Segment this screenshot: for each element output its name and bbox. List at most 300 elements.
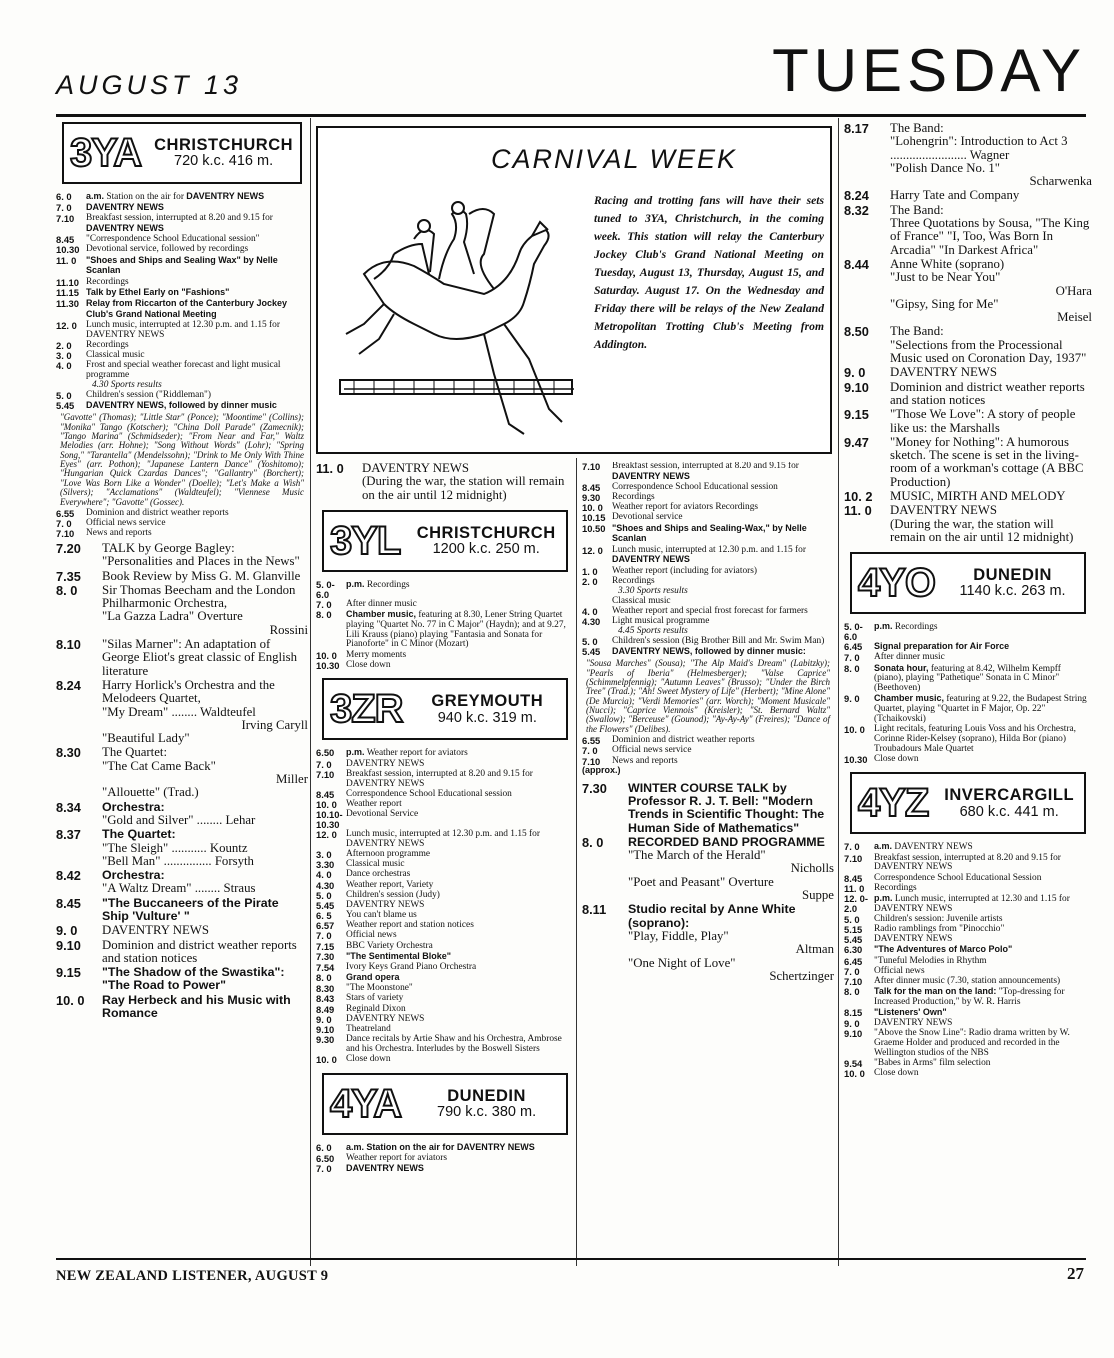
programme-time: 8.49 [316, 1003, 335, 1015]
programme-time: 8. 0 [582, 834, 604, 850]
station-city: DUNEDIN [447, 1086, 526, 1105]
programme-highlight: Grand opera [346, 972, 400, 983]
station-frequency: 1200 k.c. 250 m. [432, 540, 540, 557]
programme-time: 11.10 [56, 276, 79, 288]
programme-text [612, 647, 834, 658]
programme-time: 10.30 [316, 659, 340, 671]
programme-row [316, 973, 574, 984]
programme-text [890, 204, 1092, 257]
programme-time: 7. 0 [582, 745, 598, 757]
feature-text: Racing and trotting fans will have their sets tuned to 3YA, Christchurch, in the coming week. This station will relay the Canterbury Jockey Club's Grand National Meeting on Tuesday, August 13, Thursday, August 15, and Saturday. August 17. On the Wednesday and Friday there will be relays of the New Zealand Metropolitan Trotting Club's Meeting from Addington. [594, 194, 824, 351]
programme-time: 8.24 [844, 188, 869, 204]
programme-highlight: DAVENTRY NEWS [612, 554, 690, 565]
programme-time: 10. 0 [844, 723, 865, 735]
programme-text [874, 755, 1092, 765]
programme-row [316, 952, 574, 963]
programme-time: 10.10-10.30 [316, 809, 343, 830]
station-callsign: 4YZ [858, 781, 929, 826]
programme-row [582, 647, 834, 658]
carnival-week-feature [316, 126, 832, 454]
programme-text [346, 580, 574, 600]
programme-highlight: DAVENTRY NEWS [612, 470, 690, 481]
programme-text [874, 622, 1092, 642]
programme-title: "Silas Marner": An adaptation of George Eliot's great classic of English literature [102, 637, 298, 678]
programme-highlight: DAVENTRY NEWS, followed by dinner music: [612, 646, 806, 657]
programme-text [102, 869, 308, 896]
programme-time: 11. 0 [56, 254, 77, 266]
programme-title: Devotional service [612, 512, 683, 523]
programme-time: 4.30 [582, 616, 601, 628]
programme-time: 8. 0 [844, 986, 860, 998]
programme-text [102, 746, 308, 799]
station-callsign: 4YA [330, 1081, 402, 1126]
programme-highlight: The Quartet: [102, 827, 176, 842]
programme-time: 8.24 [56, 677, 81, 693]
programme-title: DAVENTRY NEWS [874, 1018, 953, 1029]
station-city: DUNEDIN [973, 566, 1052, 585]
programme-text [102, 679, 308, 745]
programme-text [612, 546, 834, 567]
programme-time: 7.10 [844, 975, 863, 987]
programme-text [86, 288, 308, 299]
programme-text [612, 462, 834, 483]
time-period: a.m. [86, 191, 105, 201]
programme-title: DAVENTRY NEWS [346, 899, 425, 910]
steeplechase-illustration [334, 184, 584, 446]
programme-list-3zr [316, 748, 574, 1064]
programme-title: Frost and special weather forecast and light musical programme [86, 360, 281, 380]
programme-title: Book Review by Miss G. M. Glanville [102, 568, 301, 583]
station-frequency: 1140 k.c. 263 m. [959, 583, 1066, 600]
station-city: CHRISTCHURCH [154, 135, 294, 154]
programme-time: 7.20 [56, 540, 81, 556]
programme-time: 8. 0 [316, 972, 332, 984]
dinner-music-note: "Gavotte" (Thomas); "Little Star" (Ponce); "Moontime" (Collins); "Monika" Tango (Kotscher); "China Doll Parade" (Zamecnik); "Tango Marina" (Schmidseder); "From Near and Far," Waltz Melodies (arr. Hohne); "Song Without Words" (Lohr); "Spring Song," "Tarantella" (Mendelssohn); "Drink to Me Only With Thine Eyes" (arr. Pothon); "Japanese Lantern Dance" (Yoshitomo); "Hungarian Quick Czardas Dances"; "Gallantry" (Borchert); "Love Was Born Like a Wonder" (Doelle); "Let's Make a Wish" (Silvers); "Acclamations" (Waldteufel); "Viennese Music Everywhere"; "Gavotte" (Gossec). [60, 412, 304, 507]
programme-row [844, 122, 1092, 188]
programme-title: DAVENTRY NEWS [894, 842, 973, 853]
programme-title: Light recitals, featuring Louis Voss and his Orchestra, Corinne Rider-Kelsey (soprano), Hilda Bor (piano) Troubadours Male Quartet [874, 723, 1076, 754]
programme-detail: featuring at 8.30, Lener String Quartet playing "Quartet No. 77 in C Major" (Haydn); and at 9.27, Lili Krauss (piano) playing "Fantasia and Sonata for Pianoforte" in C Minor (Mozart) [346, 610, 566, 650]
programme-row [56, 966, 308, 993]
programme-time: 3.30 [316, 859, 335, 871]
station-city: INVERCARGILL [944, 786, 1075, 805]
programme-time: 10. 0 [316, 798, 337, 810]
programme-text [612, 577, 834, 597]
programme-time: 8.32 [844, 202, 869, 218]
programme-time: 6.55 [582, 735, 601, 747]
programme-text [874, 694, 1092, 724]
programme-title: Devotional service, followed by recordings [86, 244, 249, 255]
programme-text [874, 854, 1092, 874]
top-rule [56, 114, 1086, 117]
programme-item: "Play, Fiddle, Play" [628, 928, 729, 943]
programme-time: 10. 0 [56, 992, 85, 1008]
programme-text [874, 1008, 1092, 1019]
programme-time: 7. 0 [56, 518, 72, 530]
programme-title: Recordings [894, 622, 938, 633]
programme-text [102, 542, 308, 569]
programme-row [844, 664, 1092, 694]
programme-title: "The Moonstone" [346, 983, 413, 994]
programme-title: Recordings [366, 579, 410, 590]
programme-title: Ivory Keys Grand Piano Orchestra [346, 961, 477, 972]
programme-time: 8.45 [56, 895, 81, 911]
programme-row [316, 580, 574, 600]
programme-text [86, 299, 308, 321]
programme-time: 6. 0 [316, 1141, 332, 1153]
programme-time: 8.30 [56, 745, 81, 761]
programme-time: 8.10 [56, 637, 81, 653]
programme-time: 9.15 [56, 965, 81, 981]
programme-time: 5. 0 [582, 635, 598, 647]
programme-row [56, 192, 308, 203]
programme-highlight: DAVENTRY NEWS [186, 191, 265, 201]
programme-time: 6.50 [316, 1153, 335, 1165]
programme-time: 1. 0 [582, 565, 598, 577]
programme-text [102, 828, 308, 868]
programme-row [56, 679, 308, 745]
programme-text [86, 361, 308, 390]
programme-title: TALK by George Bagley: "Personalities and Places in the News" [102, 540, 300, 569]
programme-text [346, 830, 574, 850]
programme-time: 7.10 [56, 213, 75, 225]
programme-list-4ya-late [844, 122, 1092, 544]
programme-list-4yz [844, 842, 1092, 1079]
programme-time: 9.10 [844, 379, 869, 395]
programme-time: 7. 0 [316, 1163, 332, 1175]
programme-title: Breakfast session, interrupted at 8.20 and 9.15 for [86, 213, 273, 224]
programme-time: 3. 0 [56, 350, 72, 362]
programme-text [890, 189, 1092, 202]
programme-text [890, 122, 1092, 188]
programme-time: 5.45 [316, 899, 335, 911]
programme-time: 7.10 [582, 755, 601, 767]
programme-list-3ya-main [56, 542, 308, 1020]
programme-title: Close down [346, 659, 391, 670]
programme-time: 9.47 [844, 434, 869, 450]
composer: Rossini [269, 622, 308, 637]
programme-row [844, 725, 1092, 754]
programme-time: 11. 0 [844, 882, 865, 894]
programme-title: DAVENTRY NEWS [874, 934, 953, 945]
programme-title: Classical music [346, 859, 405, 870]
programme-time: 7.30 [316, 950, 335, 962]
programme-time: 9.30 [316, 1034, 335, 1046]
programme-title: Children's session ("Riddleman") [86, 389, 211, 400]
programme-text [346, 661, 574, 671]
programme-highlight: Orchestra: [102, 868, 165, 883]
programme-row [844, 381, 1092, 408]
column-right [844, 122, 1092, 1252]
programme-list-4ya-evening [582, 736, 834, 775]
programme-title: Lunch music, interrupted at 12.30 p.m. and 1.15 for [612, 544, 806, 555]
programme-title: Theatreland [346, 1023, 391, 1034]
programme-detail: (During the war, the station will remain on the air until 12 midnight) [362, 474, 565, 502]
programme-title: Devotional Service [346, 809, 419, 820]
programme-row [316, 748, 574, 759]
programme-title: Sonata hour, [874, 662, 929, 673]
composer: Irving Caryll [241, 717, 308, 732]
programme-title: Correspondence School Educational Session [874, 872, 1042, 883]
programme-time: 9.15 [844, 407, 869, 423]
programme-time: 9. 0 [844, 693, 860, 705]
programme-text [346, 1055, 574, 1065]
programme-row [56, 542, 308, 569]
programme-title: Official news service [86, 518, 166, 529]
programme-title: Recordings [86, 276, 129, 287]
programme-time: 4. 0 [316, 869, 332, 881]
programme-title: Official news service [612, 745, 692, 756]
station-frequency: 680 k.c. 441 m. [959, 803, 1059, 820]
programme-time: 9.10 [844, 1028, 863, 1040]
programme-title: Light musical programme [612, 616, 710, 627]
programme-title: The Band: [890, 202, 944, 217]
programme-title: DAVENTRY NEWS [346, 758, 425, 769]
programme-title: "Tuneful Melodies in Rhythm [874, 955, 987, 966]
station-city: CHRISTCHURCH [416, 523, 556, 542]
programme-time: 8.45 [56, 234, 75, 246]
programme-title: DAVENTRY NEWS [362, 462, 469, 475]
time-period: a.m. [874, 841, 893, 852]
programme-title: Breakfast session, interrupted at 8.20 and 9.15 for DAVENTRY NEWS [346, 768, 533, 789]
programme-row [56, 746, 308, 799]
programme-list-4ya-main [582, 782, 834, 983]
programme-time: 9.10 [316, 1023, 335, 1035]
programme-time: 9. 0 [844, 1018, 860, 1030]
station-callsign: 3YL [330, 518, 401, 563]
programme-item: (During the war, the station will remain on the air until 12 midnight) [890, 516, 1074, 544]
programme-title: Lunch music, interrupted at 12.30 p.m. and 1.15 for DAVENTRY NEWS [86, 319, 280, 340]
programme-item: Three Quotations by Sousa, "The King of France" "I, Too, Was Born In Arcadia" "In Darkest Africa" [890, 216, 1090, 257]
programme-text [346, 610, 574, 650]
programme-time: 9. 0 [56, 923, 78, 939]
programme-title: Dominion and district weather reports [612, 735, 755, 746]
programme-time: 8.34 [56, 799, 81, 815]
programme-title: Weather report for aviators [346, 1153, 448, 1164]
programme-highlight: Relay from Riccarton of the Canterbury Jockey Club's Grand National Meeting [86, 297, 288, 319]
programme-text [874, 1069, 1092, 1079]
station-header-3ya [62, 122, 302, 184]
programme-time: 6.50 [316, 747, 335, 759]
programme-time: 5.45 [582, 646, 601, 658]
programme-row [56, 584, 308, 637]
station-header-4yz [850, 772, 1086, 834]
programme-detail: featuring at 9.22, the Budapest String Quartet, playing "Quartet in F Major, Op. 22" (Tchaikovski) [874, 694, 1087, 724]
programme-time: 12. 0 [316, 829, 337, 841]
programme-row [56, 256, 308, 278]
programme-row [582, 524, 834, 546]
programme-time: 8. 0 [56, 582, 78, 598]
programme-text [86, 214, 308, 235]
programme-text [102, 570, 308, 583]
programme-time: 8.11 [582, 902, 607, 918]
programme-highlight: RECORDED BAND PROGRAMME [628, 834, 825, 849]
programme-title: Lunch music, interrupted at 12.30 and 1.15 for DAVENTRY NEWS [874, 893, 1070, 914]
programme-time: 10. 0 [316, 1054, 337, 1066]
programme-row [844, 1029, 1092, 1058]
programme-list-3yl [316, 580, 574, 671]
programme-time: 11. 0 [316, 462, 344, 476]
programme-row [844, 694, 1092, 724]
programme-time: 4. 0 [582, 605, 598, 617]
programme-time: 7.30 [582, 780, 607, 796]
programme-text [102, 939, 308, 966]
programme-time: 7. 0 [844, 841, 860, 853]
programme-title: Weather report (including for aviators) [612, 565, 758, 576]
programme-row [316, 1035, 574, 1055]
programme-row [844, 945, 1092, 956]
programme-title: Dance orchestras [346, 869, 411, 880]
programme-title: Correspondence School Educational session [612, 481, 778, 492]
programme-time: 7.10 [316, 768, 335, 780]
programme-title: DAVENTRY NEWS [102, 923, 209, 938]
programme-time: 7.35 [56, 568, 81, 584]
programme-time: 10. 0 [316, 649, 337, 661]
sports-results: 4.30 Sports results [92, 379, 162, 390]
programme-text [346, 1035, 574, 1055]
programme-time: 5. 0 [316, 889, 332, 901]
programme-text [628, 782, 834, 835]
sports-results: 3.30 Sports results [618, 585, 688, 596]
programme-title: Harry Tate and Company [890, 188, 1020, 203]
station-frequency: 790 k.c. 380 m. [437, 1103, 537, 1120]
programme-highlight: DAVENTRY NEWS [86, 202, 164, 213]
programme-time: 7. 0 [56, 202, 72, 214]
programme-highlight: Station on the air for DAVENTRY NEWS [366, 1141, 535, 1152]
programme-title: Close down [346, 1054, 391, 1065]
programme-title: Classical music [86, 350, 145, 361]
programme-text [346, 770, 574, 790]
programme-time: 9. 0 [316, 1013, 332, 1025]
station-city: GREYMOUTH [431, 692, 544, 711]
programme-row [316, 810, 574, 830]
programme-text [102, 584, 308, 637]
programme-row [56, 401, 308, 412]
programme-time: 7. 0 [316, 598, 332, 610]
programme-item: "A Waltz Dream" ........ Straus [102, 881, 256, 896]
column-divider [838, 118, 839, 1266]
programme-highlight: "The Buccaneers of the Pirate Ship 'Vulture' " [102, 895, 279, 923]
programme-title: Official news [874, 965, 925, 976]
programme-title: DAVENTRY NEWS [346, 1013, 425, 1024]
programme-title: Lunch music, interrupted at 12.30 p.m. and 1.15 for DAVENTRY NEWS [346, 829, 540, 849]
programme-text [86, 192, 308, 203]
time-period: p.m. [874, 621, 893, 632]
footer-publication: NEW ZEALAND LISTENER, AUGUST 9 [56, 1268, 329, 1284]
programme-item: "My Dream" ........ Waldteufel [102, 704, 256, 719]
programme-text [628, 903, 834, 983]
programme-row [56, 994, 308, 1021]
time-period: a.m. [346, 1141, 365, 1152]
programme-title: Official news [346, 930, 397, 941]
programme-highlight: Ray Herbeck and his Music with Romance [102, 992, 291, 1021]
programme-time: 12. 0-2.0 [844, 892, 868, 914]
sports-results: 4.45 Sports results [618, 625, 688, 636]
station-callsign: 3YA [70, 131, 142, 175]
programme-title: Radio ramblings from "Pinocchio" [874, 924, 1005, 935]
programme-title: Recordings [612, 575, 655, 586]
programme-title: Weather report [346, 798, 402, 809]
programme-title: Weather report, Variety [346, 879, 434, 890]
programme-time: 6.30 [844, 944, 863, 956]
programme-time: 6. 0 [56, 191, 72, 202]
programme-row [316, 770, 574, 790]
programme-title: Weather report for aviators Recordings [612, 502, 759, 513]
programme-row [316, 1055, 574, 1065]
programme-row [56, 529, 308, 539]
programme-row [56, 939, 308, 966]
column-middle-left [316, 462, 574, 1252]
programme-text [874, 842, 1092, 853]
programme-row [844, 1069, 1092, 1079]
programme-title: The Band: [890, 122, 944, 135]
programme-item: "Beautiful Lady" [102, 731, 190, 746]
programme-highlight: DAVENTRY NEWS [346, 1163, 424, 1174]
programme-row [582, 577, 834, 597]
programme-time: 8.37 [56, 827, 81, 843]
programme-title: News and reports [86, 528, 152, 539]
programme-time: 8.15 [844, 1007, 863, 1019]
programme-row [582, 903, 834, 983]
programme-row [56, 924, 308, 937]
programme-text [86, 401, 308, 412]
programme-text [890, 325, 1092, 365]
programme-time: 7. 0 [844, 965, 860, 977]
programme-highlight: "The Sentimental Bloke" [346, 950, 452, 961]
programme-row [56, 828, 308, 868]
programme-title: MUSIC, MIRTH AND MELODY [890, 489, 1066, 504]
column-divider [310, 118, 311, 1266]
programme-detail: "Top-dressing for Increased Production," by W. R. Harris [874, 987, 1065, 1007]
programme-title: Recordings [86, 339, 129, 350]
programme-text [346, 952, 574, 963]
programme-row [844, 436, 1092, 489]
approx-note: (approx.) [582, 765, 621, 776]
programme-row [844, 842, 1092, 853]
programme-time: 6.45 [844, 955, 863, 967]
programme-time: 12. 0 [56, 319, 77, 331]
programme-time: 5.15 [844, 924, 863, 936]
feature-title: CARNIVAL WEEK [490, 144, 738, 174]
column-3ya [56, 122, 308, 1252]
programme-text [874, 987, 1092, 1008]
programme-title: Stars of variety [346, 993, 404, 1004]
programme-item: "The March of the Herald" [628, 848, 766, 863]
programme-text [612, 617, 834, 637]
programme-time: 8.42 [56, 868, 81, 884]
programme-row [844, 325, 1092, 365]
programme-row [316, 830, 574, 850]
programme-title: Weather report for aviators [366, 748, 468, 759]
programme-text [890, 490, 1092, 503]
programme-highlight: "The Adventures of Marco Polo" [874, 944, 1013, 955]
programme-title: "Those We Love": A story of people like us: the Marshalls [890, 407, 1076, 435]
programme-text [890, 258, 1092, 324]
programme-row [844, 987, 1092, 1008]
programme-highlight: Talk by Ethel Early on "Fashions" [86, 286, 230, 297]
programme-highlight: Studio recital by Anne White (soprano): [628, 902, 796, 930]
programme-row [582, 782, 834, 835]
programme-time: 7.10 [582, 462, 601, 472]
programme-row [56, 570, 308, 583]
composer: Scharwenka [1029, 174, 1092, 189]
programme-text [890, 408, 1092, 435]
programme-row [582, 836, 834, 902]
programme-item: "Polish Dance No. 1" [890, 160, 1000, 175]
programme-time: 8. 0 [316, 609, 332, 621]
programme-time: 5. 0-6.0 [844, 621, 863, 642]
programme-time: 12. 0 [582, 544, 603, 556]
